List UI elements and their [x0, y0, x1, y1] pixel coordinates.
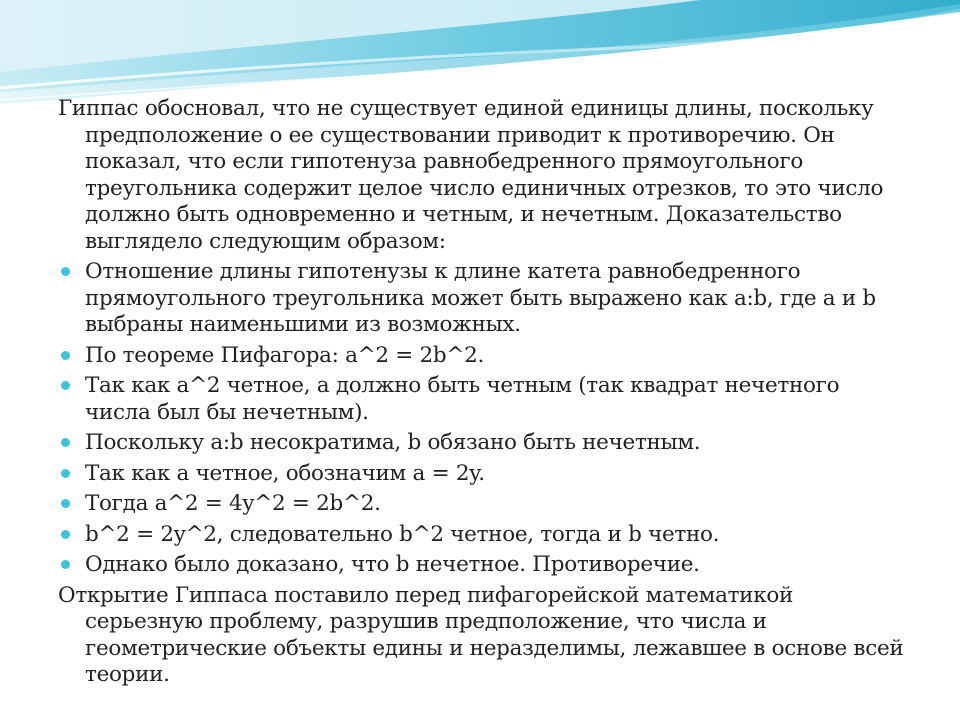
bullet-item — [58, 343, 908, 370]
header-wave-decoration — [0, 0, 960, 110]
bullet-icon — [61, 381, 70, 390]
bullet-icon — [61, 560, 70, 569]
bullet-item — [58, 522, 908, 549]
bullet-item — [58, 491, 908, 518]
bullet-text: Так как a^2 четное, a должно быть четным (так квадрат нечетного числа был бы нечетным). — [85, 373, 840, 425]
bullet-icon — [61, 499, 70, 508]
bullet-item — [58, 430, 908, 457]
bullet-item — [58, 552, 908, 579]
closing-paragraph: Открытие Гиппаса поставило перед пифагорейской математикой серьезную проблему, разрушив предположение, что числа и геометрические объекты едины и неразделимы, лежавшее в основе всей теории. — [58, 582, 904, 687]
bullet-icon — [61, 469, 70, 478]
bullet-item — [58, 373, 908, 426]
bullet-text: Так как a четное, обозначим a = 2y. — [85, 460, 485, 486]
bullet-text: Тогда a^2 = 4y^2 = 2b^2. — [85, 491, 381, 516]
bullet-icon — [61, 530, 70, 539]
bullet-text: Однако было доказано, что b нечетное. Противоречие. — [85, 552, 700, 577]
bullet-text: Отношение длины гипотенузы к длине катета равнобедренного прямоугольного треугольника может быть выражено как a:b, где a и b выбраны наименьшими из возможных. — [85, 259, 876, 337]
bullet-text: b^2 = 2y^2, следовательно b^2 четное, тогда и b четно. — [85, 521, 720, 547]
bullet-item — [58, 461, 908, 488]
bullet-text: Поскольку a:b несократима, b обязано быть нечетным. — [85, 430, 701, 455]
bullet-icon — [61, 351, 70, 360]
slide-content — [58, 96, 908, 693]
bullet-item — [58, 259, 908, 339]
bullet-text: По теореме Пифагора: a^2 = 2b^2. — [85, 342, 485, 368]
intro-paragraph: Гиппас обосновал, что не существует единой единицы длины, поскольку предположение о ее существовании приводит к противоречию. Он показал, что если гипотенуза равнобедренного прямоугольного треугольника содержит целое число единичных отрезков, то это число должно быть одновременно и четным, и нечетным. Доказательство выглядело следующим образом: — [58, 96, 884, 254]
bullet-icon — [61, 267, 70, 276]
bullet-icon — [61, 438, 70, 447]
